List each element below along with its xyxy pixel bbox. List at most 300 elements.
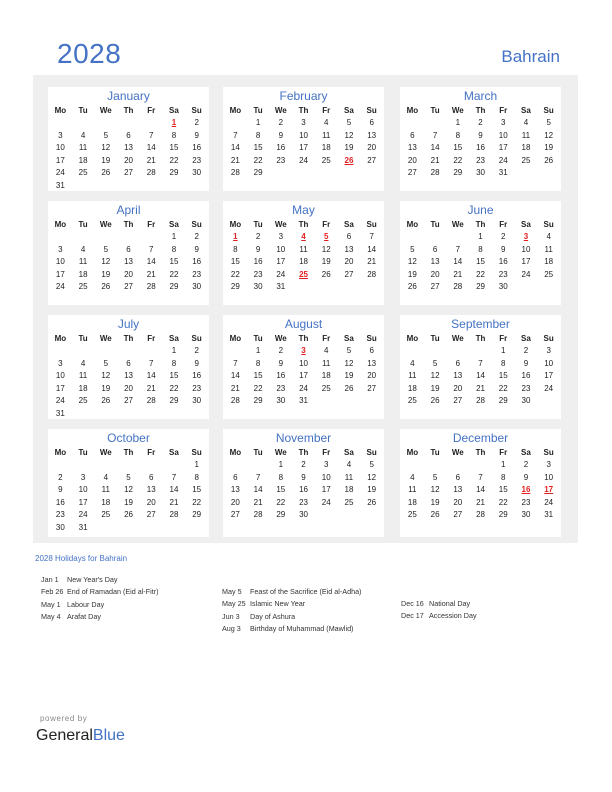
week-row [48, 459, 209, 472]
day-cell: 20 [344, 257, 354, 266]
day-cell: 3 [301, 118, 306, 127]
day-cell: 24 [55, 168, 65, 177]
day-cell: 1 [278, 460, 284, 469]
day-cell: 10 [544, 358, 554, 368]
holiday-item [222, 623, 361, 635]
day-cell: 17 [78, 497, 88, 507]
day-cell: 27 [124, 168, 133, 177]
day-cell: 7 [369, 232, 374, 241]
week-row [223, 142, 384, 155]
empty-cell [446, 345, 469, 358]
day-cell: 28 [146, 396, 156, 405]
day-cell: 4 [324, 118, 329, 127]
week-row [400, 484, 561, 497]
week-row [48, 256, 209, 269]
empty-cell [163, 180, 186, 193]
empty-cell [315, 281, 338, 294]
day-cell: 21 [476, 383, 485, 393]
holiday-item [222, 598, 361, 610]
empty-cell [292, 167, 315, 180]
day-cell: 31 [78, 522, 88, 532]
day-cell: 1 [478, 232, 483, 241]
empty-cell [360, 167, 383, 180]
weekday-label: Sa [169, 448, 179, 457]
holiday-day: 5 [324, 232, 329, 241]
day-cell: 14 [367, 244, 377, 254]
day-cell: 19 [124, 497, 133, 507]
weekday-label: Mo [406, 334, 419, 343]
day-cell: 26 [430, 396, 440, 405]
day-cell: 12 [344, 358, 354, 368]
day-cell: 11 [521, 130, 531, 140]
weekday-label: Th [475, 334, 486, 343]
weekday-label: Th [123, 106, 134, 115]
day-cell: 15 [476, 257, 485, 266]
week-row [400, 358, 561, 371]
holiday-day: 4 [301, 232, 306, 241]
day-cell: 29 [230, 282, 240, 291]
day-cell: 31 [498, 168, 508, 177]
day-cell: 5 [432, 472, 438, 482]
day-cell: 14 [230, 143, 240, 152]
day-cell: 17 [521, 257, 531, 266]
empty-cell [163, 522, 186, 535]
empty-cell [72, 408, 95, 421]
weekday-label: We [99, 334, 112, 343]
day-cell: 26 [430, 510, 440, 519]
day-cell: 3 [58, 358, 63, 368]
day-cell: 21 [230, 155, 240, 165]
day-cell: 19 [101, 155, 111, 165]
week-row [223, 383, 384, 396]
day-cell: 20 [430, 269, 440, 279]
day-cell: 30 [253, 282, 263, 291]
day-cell: 29 [192, 510, 202, 519]
holiday-day: 3 [301, 346, 306, 355]
day-cell: 27 [367, 383, 377, 393]
day-cell: 26 [344, 383, 354, 393]
month-march [400, 87, 561, 191]
day-cell: 30 [192, 168, 202, 177]
weekday-label: We [99, 220, 112, 229]
day-cell: 6 [410, 130, 415, 140]
day-cell: 31 [276, 282, 286, 291]
day-cell: 15 [169, 257, 179, 266]
holiday-name: Arafat Day [67, 611, 101, 621]
day-cell: 4 [324, 346, 329, 355]
holiday-date: May 4 [41, 611, 61, 621]
month-name: April [116, 203, 141, 217]
day-cell: 13 [344, 244, 354, 254]
week-row [400, 345, 561, 358]
day-cell: 23 [521, 497, 531, 507]
day-cell: 6 [149, 472, 154, 482]
weekday-label: Su [543, 448, 554, 457]
weekday-label: Su [191, 448, 202, 457]
day-cell: 12 [407, 257, 417, 266]
day-cell: 4 [346, 460, 352, 469]
day-cell: 30 [276, 396, 286, 405]
day-cell: 11 [322, 358, 331, 368]
day-cell: 7 [149, 130, 154, 140]
day-cell: 14 [169, 485, 179, 494]
empty-cell [117, 231, 140, 244]
weekday-header [223, 218, 384, 231]
empty-cell [360, 281, 383, 294]
day-cell: 10 [55, 143, 65, 152]
week-row [223, 472, 384, 485]
day-cell: 10 [544, 472, 554, 482]
holiday-date: Aug 3 [222, 623, 241, 633]
weekday-label: Th [298, 106, 309, 115]
day-cell: 10 [321, 472, 331, 482]
empty-cell [94, 459, 117, 472]
day-cell: 17 [544, 371, 554, 380]
month-december [400, 429, 561, 537]
weekday-label: Mo [406, 220, 419, 229]
day-cell: 6 [432, 244, 438, 254]
holiday-day: 1 [171, 118, 177, 127]
day-cell: 19 [101, 383, 111, 393]
weekday-label: Fr [499, 448, 508, 457]
powered-by-text: powered by [40, 714, 88, 723]
day-cell: 18 [101, 497, 111, 507]
day-cell: 6 [455, 472, 461, 482]
day-cell: 25 [321, 383, 331, 393]
empty-cell [185, 522, 208, 535]
day-cell: 29 [498, 510, 508, 519]
empty-cell [224, 459, 247, 472]
day-cell: 7 [478, 358, 483, 368]
month-name: January [107, 89, 150, 103]
empty-cell [338, 167, 361, 180]
day-cell: 19 [430, 383, 440, 393]
month-september [400, 315, 561, 419]
day-cell: 16 [253, 257, 263, 266]
day-cell: 28 [367, 269, 377, 279]
week-row [48, 370, 209, 383]
day-cell: 30 [476, 168, 485, 177]
day-cell: 24 [544, 497, 554, 507]
day-cell: 9 [278, 358, 284, 368]
week-row [400, 256, 561, 269]
day-cell: 1 [455, 118, 461, 127]
week-row [400, 269, 561, 282]
day-cell: 21 [476, 497, 485, 507]
day-cell: 11 [101, 485, 110, 494]
day-cell: 8 [455, 130, 461, 140]
week-row [48, 522, 209, 535]
holiday-item [401, 610, 477, 622]
day-cell: 9 [301, 472, 306, 482]
month-name: October [107, 431, 150, 445]
empty-cell [185, 180, 208, 193]
day-cell: 7 [255, 472, 261, 482]
day-cell: 17 [498, 143, 508, 152]
week-row [223, 345, 384, 358]
day-cell: 7 [455, 244, 461, 254]
week-row [400, 155, 561, 168]
weekday-label: Tu [253, 106, 263, 115]
week-row [223, 281, 384, 294]
weekday-label: Fr [322, 334, 331, 343]
holiday-name: Accession Day [429, 611, 477, 621]
week-row [48, 180, 209, 193]
weekday-header [48, 104, 209, 117]
holiday-date: Dec 17 [401, 611, 424, 621]
weekday-label: We [451, 334, 464, 343]
day-cell: 15 [230, 257, 240, 266]
holiday-item [41, 611, 158, 623]
day-cell: 5 [103, 358, 109, 368]
brand-general: General [36, 727, 93, 744]
day-cell: 19 [407, 269, 417, 279]
day-cell: 18 [299, 257, 308, 266]
month-june [400, 201, 561, 305]
day-cell: 25 [101, 510, 111, 519]
day-cell: 15 [498, 371, 508, 380]
week-row [48, 395, 209, 408]
day-cell: 11 [344, 472, 354, 482]
day-cell: 22 [453, 155, 463, 165]
day-cell: 6 [369, 118, 374, 127]
day-cell: 8 [171, 130, 177, 140]
day-cell: 22 [253, 155, 263, 165]
holiday-date: Dec 16 [401, 599, 424, 608]
week-row [400, 459, 561, 472]
weekday-label: Tu [430, 106, 440, 115]
weekday-header [48, 446, 209, 459]
holiday-day: 26 [344, 155, 354, 165]
day-cell: 9 [523, 358, 529, 368]
day-cell: 19 [321, 257, 331, 266]
day-cell: 17 [299, 143, 308, 152]
day-cell: 1 [255, 118, 261, 127]
weekday-label: Su [543, 106, 554, 115]
empty-cell [72, 117, 95, 130]
day-cell: 1 [501, 346, 506, 355]
weekday-label: We [99, 106, 112, 115]
day-cell: 24 [55, 396, 65, 405]
empty-cell [360, 395, 383, 408]
day-cell: 24 [276, 269, 286, 279]
day-cell: 28 [146, 168, 156, 177]
empty-cell [360, 509, 383, 522]
weekday-label: Th [123, 448, 134, 457]
week-row [48, 117, 209, 130]
empty-cell [515, 281, 538, 294]
holiday-item [41, 574, 158, 586]
weekday-header [400, 104, 561, 117]
holiday-name: National Day [429, 599, 471, 608]
empty-cell [401, 231, 424, 244]
day-cell: 25 [521, 155, 531, 165]
weekday-label: Th [298, 334, 309, 343]
empty-cell [140, 522, 163, 535]
week-row [48, 244, 209, 257]
day-cell: 15 [169, 143, 179, 152]
day-cell: 20 [146, 497, 156, 507]
day-cell: 23 [276, 383, 286, 393]
day-cell: 29 [276, 510, 286, 519]
day-cell: 19 [544, 143, 554, 152]
weekday-header [48, 218, 209, 231]
country-title: Bahrain [501, 47, 560, 66]
empty-cell [94, 117, 117, 130]
weekday-label: Tu [78, 448, 88, 457]
weekday-label: Mo [54, 448, 67, 457]
empty-cell [469, 459, 492, 472]
day-cell: 8 [171, 244, 177, 254]
day-cell: 22 [276, 497, 286, 507]
day-cell: 18 [521, 143, 531, 152]
day-cell: 18 [78, 155, 88, 165]
empty-cell [117, 459, 140, 472]
day-cell: 7 [478, 472, 483, 482]
empty-cell [424, 459, 447, 472]
day-cell: 6 [369, 346, 374, 355]
weekday-label: Fr [499, 220, 508, 229]
week-row [48, 497, 209, 510]
day-cell: 19 [367, 485, 377, 494]
brand-logo [36, 727, 125, 745]
day-cell: 16 [192, 143, 202, 152]
empty-cell [224, 117, 247, 130]
day-cell: 3 [278, 232, 284, 241]
weekday-label: Sa [344, 106, 354, 115]
weekday-label: Tu [430, 448, 440, 457]
day-cell: 27 [453, 396, 463, 405]
day-cell: 27 [453, 510, 463, 519]
holiday-name: Day of Ashura [250, 611, 296, 621]
holiday-column [401, 598, 477, 623]
weekday-label: Sa [521, 448, 531, 457]
holiday-name: Feast of the Sacrifice (Eid al-Adha) [250, 587, 362, 596]
day-cell: 24 [521, 269, 531, 279]
week-row [48, 167, 209, 180]
month-name: February [279, 89, 328, 103]
day-cell: 20 [453, 383, 463, 393]
week-row [400, 167, 561, 180]
empty-cell [315, 395, 338, 408]
day-cell: 11 [544, 244, 553, 254]
weekday-label: Tu [253, 220, 263, 229]
week-row [48, 408, 209, 421]
day-cell: 21 [146, 269, 156, 279]
day-cell: 4 [410, 472, 415, 482]
day-cell: 25 [407, 510, 417, 519]
day-cell: 27 [146, 510, 156, 519]
week-row [223, 370, 384, 383]
day-cell: 3 [80, 472, 86, 482]
day-cell: 7 [233, 130, 238, 140]
day-cell: 21 [253, 497, 263, 507]
empty-cell [94, 408, 117, 421]
day-cell: 12 [430, 485, 440, 494]
day-cell: 9 [58, 485, 63, 494]
day-cell: 24 [299, 383, 308, 393]
day-cell: 26 [367, 497, 377, 507]
empty-cell [247, 459, 270, 472]
day-cell: 19 [344, 371, 354, 380]
day-cell: 23 [253, 269, 263, 279]
day-cell: 27 [124, 396, 133, 405]
weekday-label: Fr [322, 106, 331, 115]
day-cell: 2 [501, 232, 506, 241]
weekday-header [400, 218, 561, 231]
day-cell: 13 [124, 257, 133, 266]
day-cell: 10 [521, 244, 531, 254]
day-cell: 28 [253, 510, 263, 519]
week-row [400, 117, 561, 130]
day-cell: 14 [253, 485, 263, 494]
weekday-label: Th [123, 334, 134, 343]
empty-cell [163, 408, 186, 421]
day-cell: 25 [321, 155, 331, 165]
day-cell: 15 [253, 371, 263, 380]
holiday-column [222, 586, 361, 635]
day-cell: 30 [192, 396, 202, 405]
day-cell: 9 [501, 244, 506, 254]
week-row [48, 142, 209, 155]
day-cell: 14 [230, 371, 240, 380]
week-row [223, 256, 384, 269]
day-cell: 6 [233, 472, 238, 482]
day-cell: 28 [453, 282, 463, 291]
empty-cell [94, 522, 117, 535]
day-cell: 12 [430, 371, 440, 380]
day-cell: 22 [476, 269, 485, 279]
month-february [223, 87, 384, 191]
week-row [400, 142, 561, 155]
day-cell: 12 [321, 244, 331, 254]
day-cell: 15 [453, 143, 463, 152]
empty-cell [338, 509, 361, 522]
holiday-item [41, 599, 158, 611]
weekday-label: Mo [54, 220, 67, 229]
empty-cell [224, 345, 247, 358]
year-title: 2028 [57, 38, 122, 69]
day-cell: 30 [498, 282, 508, 291]
weekday-label: Sa [521, 220, 531, 229]
day-cell: 27 [407, 168, 417, 177]
weekday-label: Sa [344, 220, 354, 229]
day-cell: 15 [192, 485, 202, 494]
day-cell: 8 [478, 244, 483, 254]
day-cell: 17 [321, 485, 331, 494]
day-cell: 11 [322, 130, 331, 140]
day-cell: 23 [192, 383, 202, 393]
holiday-item [222, 611, 361, 623]
day-cell: 2 [194, 346, 199, 355]
day-cell: 16 [276, 143, 286, 152]
month-november [223, 429, 384, 537]
day-cell: 18 [78, 269, 88, 279]
month-august [223, 315, 384, 419]
empty-cell [140, 231, 163, 244]
day-cell: 25 [78, 396, 88, 405]
empty-cell [401, 345, 424, 358]
week-row [400, 244, 561, 257]
day-cell: 13 [367, 358, 377, 368]
day-cell: 4 [80, 358, 86, 368]
day-cell: 28 [230, 396, 240, 405]
day-cell: 11 [78, 371, 88, 380]
day-cell: 17 [276, 257, 286, 266]
weekday-label: We [99, 448, 112, 457]
day-cell: 31 [299, 396, 308, 405]
empty-cell [49, 231, 72, 244]
